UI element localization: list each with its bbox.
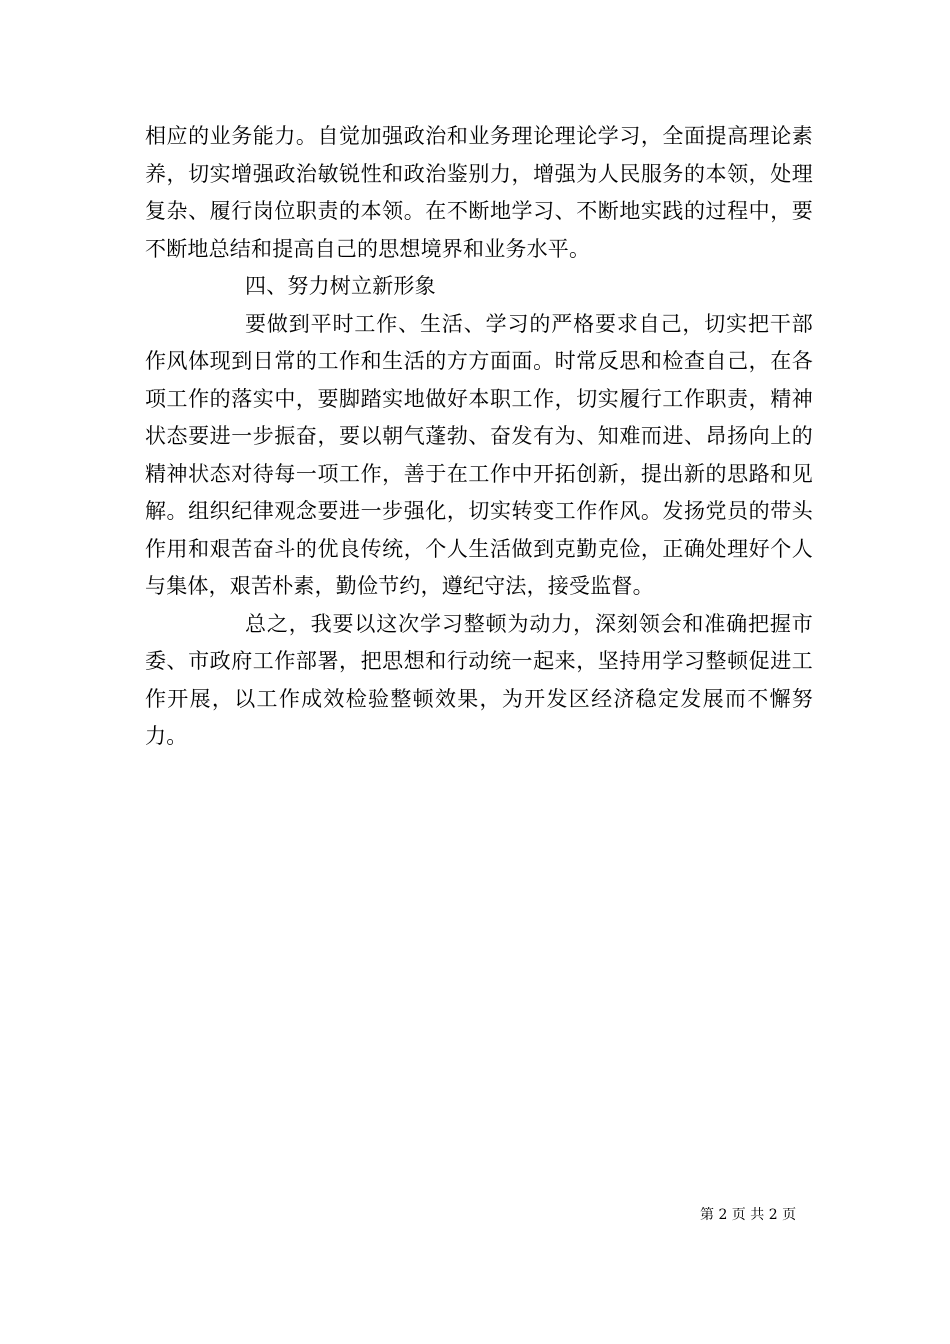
section-heading-new-image: 四、努力树立新形象 bbox=[245, 274, 436, 298]
document-body bbox=[145, 118, 813, 756]
paragraph-business-ability: 相应的业务能力。自觉加强政治和业务理论理论学习，全面提高理论素养，切实增强政治敏锐性和政治鉴别力，增强为人民服务的本领，处理复杂、履行岗位职责的本领。在不断地学习、不断地实践的过程中，要不断地总结和提高自己的思想境界和业务水平。 bbox=[145, 124, 813, 261]
paragraph-conclusion: 总之，我要以这次学习整顿为动力，深刻领会和准确把握市委、市政府工作部署，把思想和行动统一起来，坚持用学习整顿促进工作开展，以工作成效检验整顿效果，为开发区经济稳定发展而不懈努力。 bbox=[145, 611, 813, 748]
paragraph-strict-requirements: 要做到平时工作、生活、学习的严格要求自己，切实把干部作风体现到日常的工作和生活的方方面面。时常反思和检查自己，在各项工作的落实中，要脚踏实地做好本职工作，切实履行工作职责，精神状态要进一步振奋，要以朝气蓬勃、奋发有为、知难而进、昂扬向上的精神状态对待每一项工作，善于在工作中开拓创新，提出新的思路和见解。组织纪律观念要进一步强化，切实转变工作作风。发扬党员的带头作用和艰苦奋斗的优良传统，个人生活做到克勤克俭，正确处理好个人与集体，艰苦朴素，勤俭节约，遵纪守法，接受监督。 bbox=[145, 311, 813, 598]
page-number-footer: 第 2 页 共 2 页 bbox=[700, 1207, 797, 1223]
